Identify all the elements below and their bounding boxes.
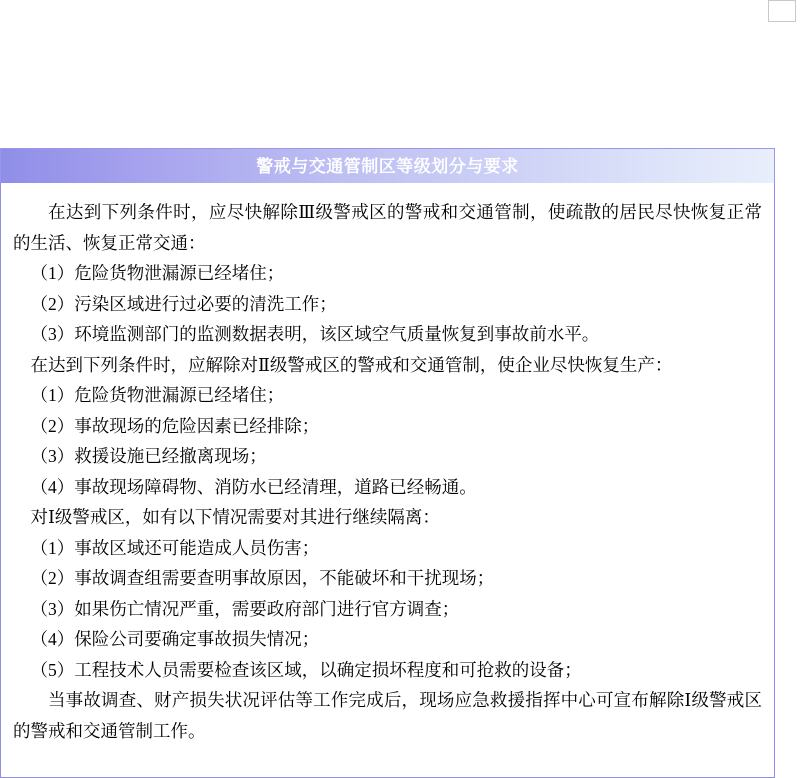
list-item: （1）危险货物泄漏源已经堵住； (30, 385, 285, 405)
paragraph: 当事故调查、财产损失状况评估等工作完成后，现场应急救援指挥中心可宣布解除Ⅰ级警戒区的警戒和交通管制工作。 (13, 690, 762, 741)
document-body (0, 183, 775, 778)
paragraph: 在达到下列条件时，应解除对Ⅱ级警戒区的警戒和交通管制，使企业尽快恢复生产： (30, 354, 673, 375)
list-item: （3）环境监测部门的监测数据表明，该区域空气质量恢复到事故前水平。 (30, 324, 600, 344)
list-item: （4）事故现场障碍物、消防水已经清理，道路已经畅通。 (30, 476, 477, 497)
paragraph: 对Ⅰ级警戒区，如有以下情况需要对其进行继续隔离： (30, 507, 440, 527)
paragraph: 在达到下列条件时，应尽快解除Ⅲ级警戒区的警戒和交通管制，使疏散的居民尽快恢复正常的生活、恢复正常交通： (13, 202, 762, 253)
list-item: （3）如果伤亡情况严重，需要政府部门进行官方调查； (30, 598, 460, 619)
list-item: （5）工程技术人员需要检查该区域，以确定损坏程度和可抢救的设备； (30, 659, 582, 680)
list-item: （3）救援设施已经撤离现场； (30, 446, 267, 466)
page-title: 警戒与交通管制区等级划分与要求 (0, 148, 775, 183)
list-item: （2）事故现场的危险因素已经排除； (30, 415, 320, 436)
list-item: （1）事故区域还可能造成人员伤害； (30, 537, 320, 558)
list-item: （4）保险公司要确定事故损失情况； (30, 629, 320, 649)
corner-placeholder-box (768, 0, 796, 22)
list-item: （2）事故调查组需要查明事故原因，不能破坏和干扰现场； (30, 568, 495, 588)
document-panel (0, 148, 775, 778)
list-item: （2）污染区域进行过必要的清洗工作； (30, 293, 337, 314)
list-item: （1）危险货物泄漏源已经堵住； (30, 263, 285, 283)
